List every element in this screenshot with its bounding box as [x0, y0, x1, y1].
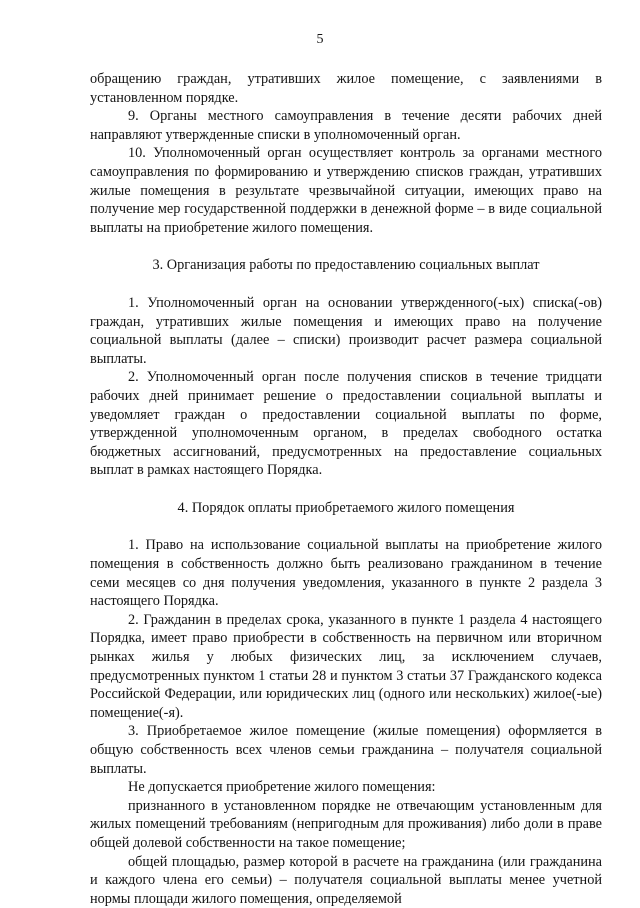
- paragraph: 2. Уполномоченный орган после получения списков в течение тридцати рабочих дней принимает решение о предоставлении социальной выплаты и уведомляет граждан о предоставлении социальной выплаты по форме, утвержденной уполномоченным органом, в пределах свободного остатка бюджетных ассигнований, предусмотренных на предоставление социальных выплат в рамках настоящего Порядка.: [90, 369, 602, 479]
- paragraph: 10. Уполномоченный орган осуществляет контроль за органами местного самоуправления по формированию и утверждению списков граждан, утративших жилые помещения в результате чрезвычайной ситуации, имеющих право на получение мер государственной поддержки в денежной форме – в виде социальной выплаты на приобретение жилого помещения.: [90, 145, 602, 236]
- section-heading: 3. Организация работы по предоставлению социальных выплат: [152, 257, 540, 274]
- paragraph: обращению граждан, утративших жилое помещение, с заявлениями в установленном порядке.: [90, 71, 602, 106]
- paragraph: 1. Уполномоченный орган на основании утвержденного(-ых) списка(-ов) граждан, утративших жилые помещения и имеющих право на получение социальной выплаты (далее – списки) производит расчет размера социальной выплаты.: [90, 294, 602, 367]
- paragraph: 2. Гражданин в пределах срока, указанного в пункте 1 раздела 4 настоящего Порядка, имеет право приобрести в собственность на первичном или вторичном рынках жилья у любых физических лиц, за исключением случаев, предусмотренных пунктом 1 статьи 28 и пунктом 3 статьи 37 Гражданского кодекса Российской Федерации, или юридических лиц (одного или нескольких) жилое(-ые) помещение(-я).: [90, 611, 602, 721]
- paragraph: 9. Органы местного самоуправления в течение десяти рабочих дней направляют утвержденные списки в уполномоченный орган.: [90, 108, 602, 143]
- section-heading: 4. Порядок оплаты приобретаемого жилого помещения: [177, 499, 515, 516]
- paragraph: общей площадью, размер которой в расчете на гражданина (или гражданина и каждого члена его семьи) – получателя социальной выплаты менее учетной нормы площади жилого помещения, определяемой: [90, 853, 602, 907]
- paragraph: Не допускается приобретение жилого помещения:: [128, 779, 436, 796]
- page-number: 5: [316, 32, 324, 47]
- paragraph: 3. Приобретаемое жилое помещение (жилые помещения) оформляется в общую собственность всех членов семьи гражданина – получателя социальной выплаты.: [90, 723, 602, 777]
- paragraph: признанного в установленном порядке не отвечающим установленным для жилых помещений требованиям (непригодным для проживания) либо доли в праве общей долевой собственности на такое помещение;: [90, 797, 602, 851]
- paragraph: 1. Право на использование социальной выплаты на приобретение жилого помещения в собственность должно быть реализовано гражданином в течение семи месяцев со дня получения уведомления, указанного в пункте 2 раздела 3 настоящего Порядка.: [90, 537, 602, 610]
- document-body: [90, 70, 602, 908]
